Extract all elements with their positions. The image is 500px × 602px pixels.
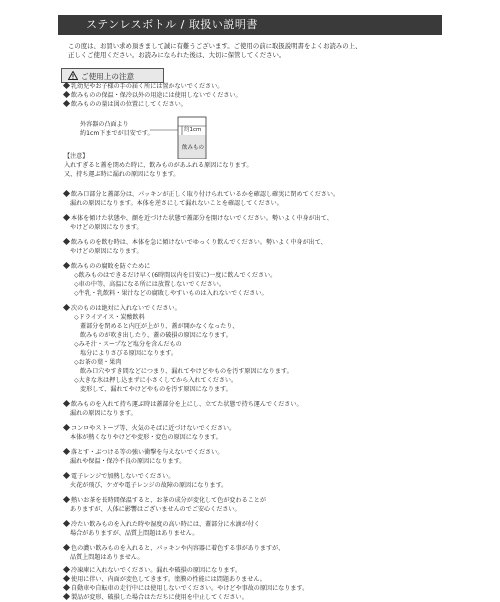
- caution-item: [64, 425, 235, 433]
- caution-text: 変形して、漏れてやけどやものを汚す原因になります。: [80, 386, 232, 393]
- caution-item: [64, 263, 150, 271]
- bullet-icon: [63, 190, 70, 197]
- caution-item: [64, 239, 327, 247]
- caution-text: 【注意】: [64, 153, 89, 160]
- caution-text: 飲みものを入れて持ち運ぶ時は蓋部分を上にし、立てた状態で持ち運んでください。: [71, 401, 303, 408]
- caution-text: 冷凍庫に入れないでください。漏れや破損の原因になります。: [71, 567, 242, 574]
- bullet-icon: [63, 214, 70, 221]
- caution-text: 漏れの原因になります。本体を逆さにして漏れないことを確認してください。: [70, 200, 283, 207]
- caution-item: [64, 473, 174, 481]
- caution-text: 熱いお茶を長時間保温すると、お茶の成分が変化して色が変わることが: [71, 497, 266, 504]
- caution-text: ありますが、人体に影響はございませんのでご安心ください。: [70, 506, 241, 513]
- caution-text: 色の濃い飲みものを入れると、パッキンや内容器に着色する事がありますが、: [71, 545, 285, 552]
- caution-detail: [70, 410, 137, 418]
- caution-detail: [70, 224, 143, 232]
- caution-detail: [80, 368, 293, 376]
- caution-detail: [70, 248, 143, 256]
- caution-detail: [80, 323, 238, 331]
- intro-line: この度は、お買い求め頂きまして誠に有難うございます。ご使用の前に取扱説明書をよくお読みの上、: [68, 42, 362, 50]
- caution-text: ◇牛乳・乳飲料・果汁などの腐敗しやすいものは入れないでください。: [74, 290, 268, 297]
- caution-detail: [80, 350, 177, 358]
- caution-detail: [74, 341, 182, 349]
- caution-detail: [70, 482, 227, 490]
- caution-text: 本体を傾けた状態や、顔を近づけた状態で蓋部分を開けないでください。勢いよく中身が出て、: [71, 215, 333, 222]
- bullet-icon: [63, 82, 70, 89]
- intro-line: 正しくご使用ください。お読みになられた後は、大切に保管してください。: [68, 51, 286, 59]
- caution-text: ◇ドライアイス・炭酸飲料: [74, 314, 145, 321]
- caution-text: 飲み口穴やすき間などにつまり、漏れてやけどやものを汚す原因になります。: [80, 368, 293, 375]
- caution-item: [64, 401, 303, 409]
- caution-text: 製品が変形、破損した場合はただちに使用を中止してください。: [71, 594, 248, 601]
- caution-detail: [70, 554, 144, 562]
- caution-item: [64, 101, 187, 109]
- bullet-icon: [63, 304, 70, 311]
- caution-item: [64, 92, 242, 100]
- caution-text: 本体が熱くなりやけどや変形・変色の原因になります。: [70, 434, 222, 441]
- caution-item: [64, 585, 308, 593]
- caution-detail: [74, 359, 121, 367]
- caution-title: ご使用上の注意: [81, 72, 135, 81]
- caution-text: 乳幼児やお子様の手の届く所には置かないでください。: [71, 83, 224, 90]
- caution-detail: [80, 332, 232, 340]
- caution-text: ◇お茶の葉・果肉: [74, 359, 122, 366]
- caution-text: 電子レンジで加熱しないでください。: [71, 473, 175, 480]
- bullet-icon: [63, 566, 70, 573]
- caution-text: 入れすぎると蓋を閉めた時に、飲みものがあふれる原因になります。: [64, 162, 253, 169]
- bullet-icon: [63, 496, 70, 503]
- caution-detail: [70, 458, 185, 466]
- caution-item: [64, 545, 284, 553]
- caution-text: やけどの原因になります。: [70, 224, 143, 231]
- caution-detail: [64, 162, 252, 170]
- bullet-icon: [63, 544, 70, 551]
- caution-detail: [70, 530, 198, 538]
- diagram-label: 約1cm下までが目安です。: [80, 130, 154, 137]
- bullet-icon: [63, 448, 70, 455]
- caution-detail: [74, 377, 237, 385]
- caution-item: [64, 305, 181, 313]
- caution-text: 次のものは絶対に入れないでください。: [71, 305, 181, 312]
- bullet-icon: [63, 520, 70, 527]
- caution-item: [64, 567, 241, 575]
- caution-item: [64, 83, 223, 91]
- caution-item: [64, 215, 333, 223]
- caution-text: 使用に伴い、内面が変色してきます。塗膜の性能には問題ありません。: [71, 576, 266, 583]
- caution-text: 漏れや保温・保冷不良の原因になります。: [70, 458, 186, 465]
- caution-text: コンロやストーブ等、火気のそばに近づけないでください。: [71, 425, 236, 432]
- caution-text: 漏れの原因になります。: [70, 410, 137, 417]
- caution-detail: [70, 506, 241, 514]
- caution-text: 飲みものの量は図の位置にしてください。: [71, 101, 187, 108]
- document-title: ステンレスボトル / 取扱い説明書: [58, 15, 442, 35]
- drink-label: 飲みもの: [182, 145, 205, 151]
- bullet-icon: [63, 593, 70, 600]
- caution-detail: [70, 200, 283, 208]
- bullet-icon: [63, 262, 70, 269]
- caution-text: 品質上問題はありません。: [70, 554, 144, 561]
- caution-item: [64, 497, 266, 505]
- caution-item: [64, 594, 248, 602]
- caution-text: 火花が飛び、ケガや電子レンジの故障の原因になります。: [70, 482, 228, 489]
- caution-detail: [64, 171, 179, 179]
- caution-detail: [74, 272, 276, 280]
- caution-text: ◇飲みものはできるだけ早く(6時間以内を目安に)一度に飲んでください。: [74, 272, 277, 279]
- caution-item: [64, 191, 339, 199]
- bullet-icon: [63, 91, 70, 98]
- bullet-icon: [63, 472, 70, 479]
- caution-item: [64, 521, 260, 529]
- caution-text: 飲みものの腐敗を防ぐために: [71, 263, 151, 270]
- caution-item: [64, 449, 223, 457]
- bullet-icon: [63, 238, 70, 245]
- caution-item: [64, 576, 266, 584]
- caution-text: 場合がありますが、品質上問題はありません。: [70, 530, 199, 537]
- bullet-icon: [63, 100, 70, 107]
- caution-text: 冷たい飲みものを入れた時や湿度の高い時には、蓋部分に水滴が付く: [71, 521, 260, 528]
- bullet-icon: [63, 584, 70, 591]
- gap-label: 約1cm: [184, 127, 202, 133]
- bullet-icon: [63, 575, 70, 582]
- caution-text: ◇大きな氷は押し込まずに小さくしてから入れてください。: [74, 377, 238, 384]
- caution-text: 飲みものの保温・保冷以外の用途には使用しないでください。: [71, 92, 242, 99]
- caution-text: やけどの原因になります。: [70, 248, 143, 255]
- caution-detail: [74, 290, 268, 298]
- caution-text: 飲み口部分と蓋部分は、パッキンが正しく取り付けられているかを確認し確実に閉めてください。: [71, 191, 340, 198]
- caution-text: 飲みものを飲む時は、本体を急に傾けないでゆっくり飲んでください。勢いよく中身が出て、: [71, 239, 327, 246]
- caution-detail: [80, 386, 232, 394]
- caution-text: ◇車の中等、高温になる所には放置しないでください。: [74, 281, 225, 288]
- caution-text: 又、持ち運ぶ時に漏れの原因になります。: [64, 171, 180, 178]
- caution-text: ◇みそ汁・スープなど塩分を含んだもの: [74, 341, 182, 348]
- diagram-label: 外容器の凸面より: [80, 121, 129, 128]
- bullet-icon: [63, 424, 70, 431]
- caution-text: 飲みものが吹き出したり、蓋の破損の原因になります。: [80, 332, 232, 339]
- caution-text: 塩分によりさびる原因になります。: [80, 350, 178, 357]
- caution-detail: [70, 434, 222, 442]
- caution-detail: [64, 153, 88, 161]
- caution-text: 自動車や自転車の走行中には使用しないでください。やけどや事故の原因になります。: [71, 585, 309, 592]
- caution-text: 蓋部分を閉めると内圧が上がり、蓋が開かなくなったり、: [80, 323, 239, 330]
- caution-text: 落とす・ぶつける等の強い衝撃を与えないでください。: [71, 449, 224, 456]
- caution-detail: [74, 314, 145, 322]
- caution-detail: [74, 281, 225, 289]
- bullet-icon: [63, 400, 70, 407]
